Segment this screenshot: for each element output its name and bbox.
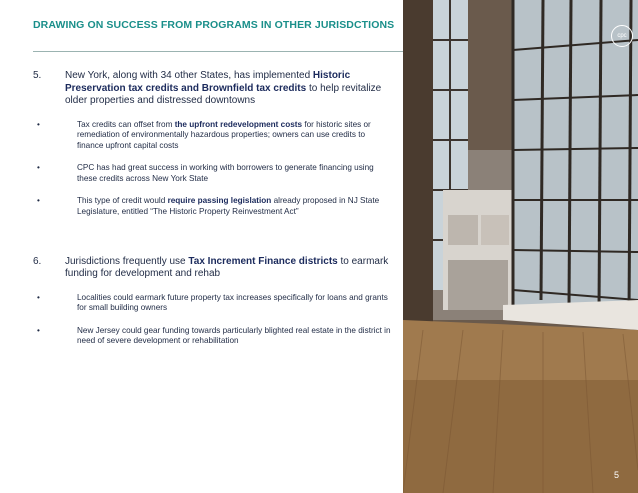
bullet-icon: • (37, 163, 40, 173)
sub-bullet-text (77, 196, 393, 217)
highlighted-phrase: require passing legislation (167, 196, 272, 206)
text-run: to earmark funding for development and rehab (65, 255, 389, 280)
sub-bullet (33, 326, 393, 347)
slide-title: DRAWING ON SUCCESS FROM PROGRAMS IN OTHER JURISDCTIONS (33, 19, 395, 31)
text-run: already proposed in NJ State Legislature, entitled “The Historic Property Reinvestment Act” (77, 196, 380, 217)
sub-bullet-text (77, 326, 393, 347)
numbered-point (33, 70, 393, 218)
numbered-point (33, 256, 393, 347)
bullet-icon: • (37, 292, 40, 302)
sub-bullet (33, 120, 393, 152)
bullet-icon: • (37, 325, 40, 335)
highlighted-phrase: Tax Increment Finance districts (188, 255, 338, 267)
sub-bullet (33, 293, 393, 314)
text-run: This type of credit would (77, 196, 168, 206)
sub-bullet-text (77, 293, 393, 314)
bullet-icon: • (37, 119, 40, 129)
highlighted-phrase: the upfront redevelopment costs (174, 119, 303, 129)
text-run: for historic sites or remediation of environmentally hazardous properties; owners can use credits to finance upfront capital costs (77, 119, 371, 150)
text-run: Localities could earmark future property tax increases specifically for loans and grants for small building owners (77, 292, 388, 313)
sub-bullet (33, 196, 393, 217)
page-number: 5 (614, 470, 620, 480)
text-run: New York, along with 34 other States, has implemented (65, 70, 313, 81)
text-run: New Jersey could gear funding towards particularly blighted real estate in the district in need of severe development or rehabilitation (77, 325, 391, 346)
highlighted-phrase: Historic Preservation tax credits and Brownfield tax credits (65, 70, 351, 94)
point-text (65, 70, 393, 108)
text-run: Jurisdictions frequently use (65, 255, 189, 267)
photo-illustration (403, 0, 638, 493)
text-run: Tax credits can offset from (77, 119, 175, 129)
point-number: 5. (33, 70, 42, 81)
sub-bullet-text (77, 120, 393, 152)
sub-bullet-text (77, 163, 393, 184)
text-run: to help revitalize older properties and distressed downtowns (65, 82, 382, 106)
sub-bullet (33, 163, 393, 184)
point-number: 6. (33, 255, 42, 267)
point-text (65, 256, 393, 281)
loft-interior-photo (403, 0, 638, 493)
bullet-icon: • (37, 196, 40, 206)
slide-content (33, 70, 393, 347)
cpc-logo: cpc (611, 25, 633, 47)
text-run: CPC has had great success in working with borrowers to generate financing using these credits across New York State (77, 163, 374, 183)
